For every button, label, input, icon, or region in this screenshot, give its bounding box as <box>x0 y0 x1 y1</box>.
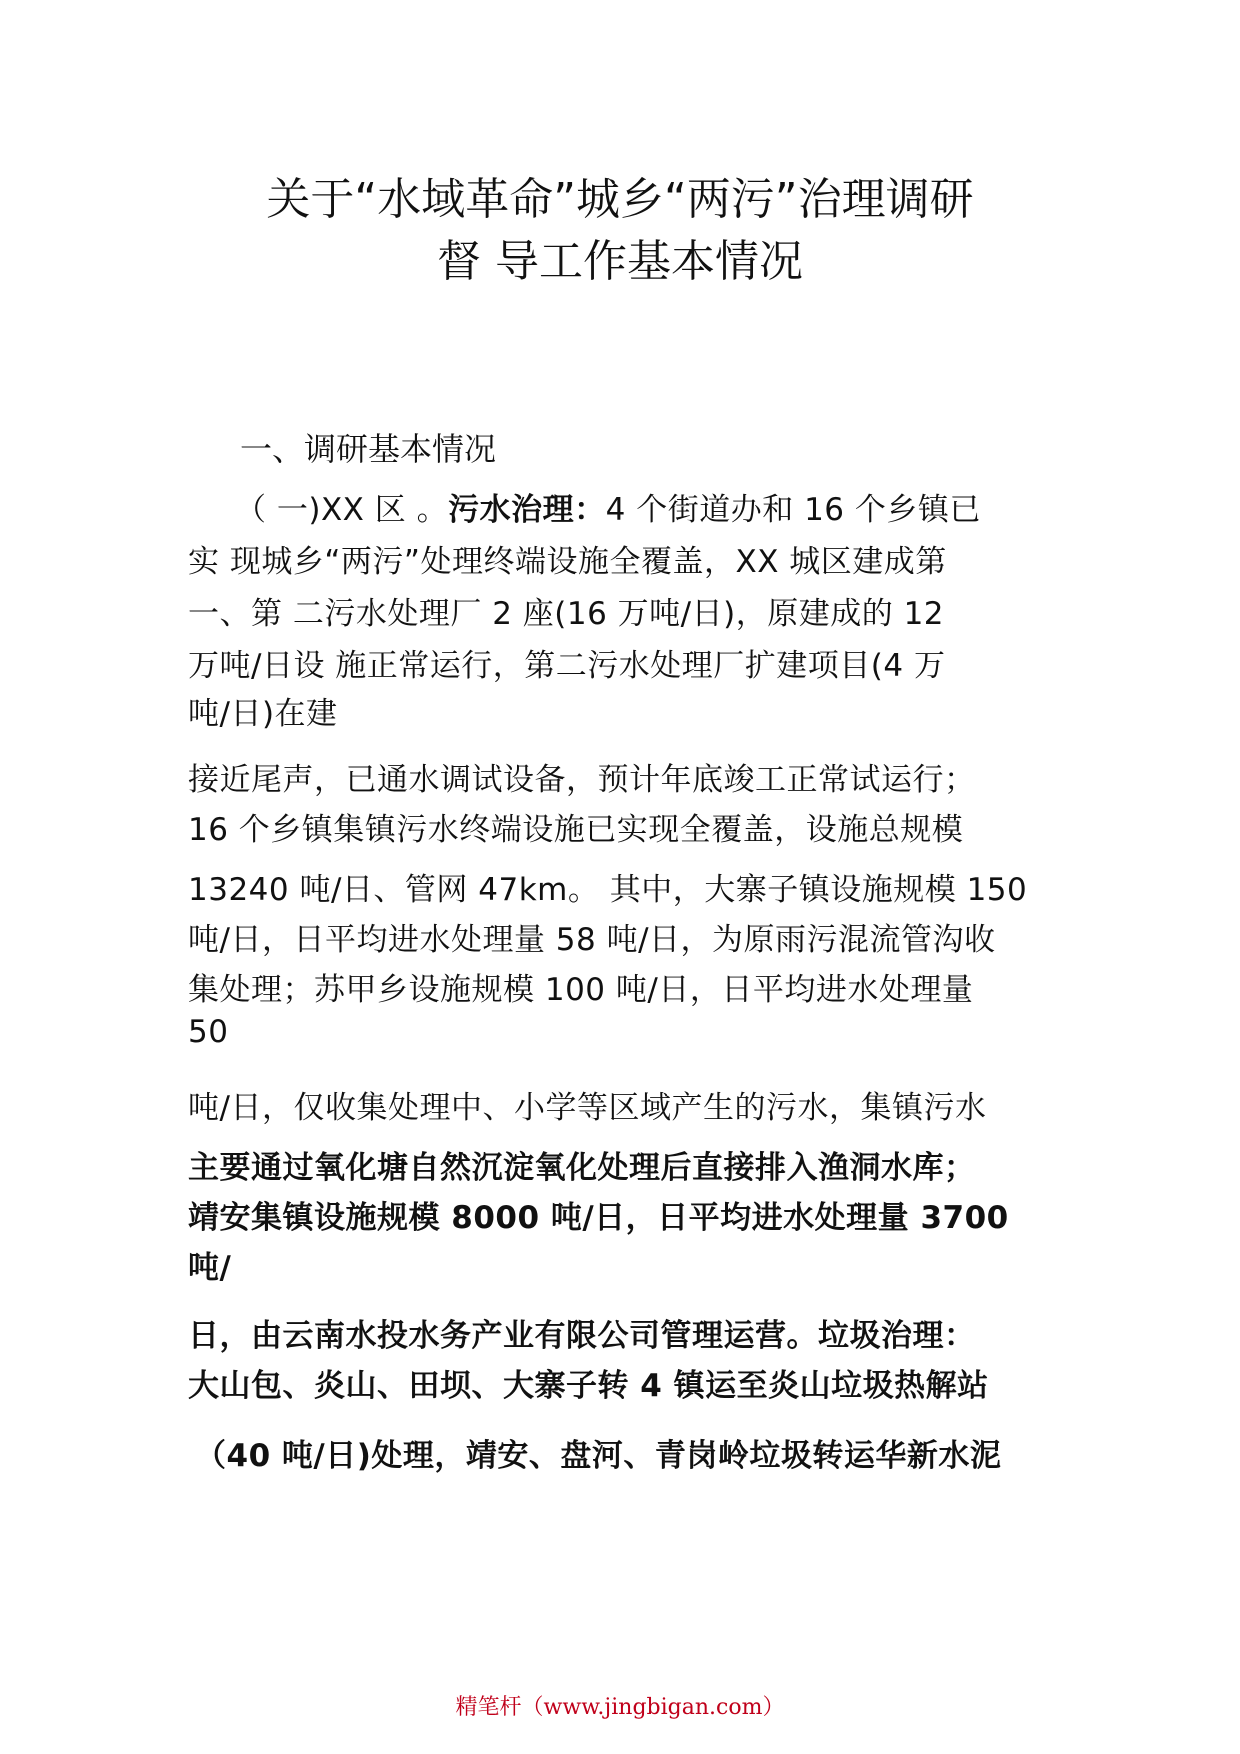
paragraph-line: 16 个乡镇集镇污水终端设施已实现全覆盖，设施总规模 <box>188 812 964 848</box>
document-title-line-1: 关于“水域革命”城乡“两污”治理调研 <box>266 174 974 225</box>
paragraph-line: 实 现城乡“两污”处理终端设施全覆盖，XX 城区建成第 <box>188 544 947 580</box>
section-heading: 一、调研基本情况 <box>240 430 497 468</box>
paragraph-line-bold: 日，由云南水投水务产业有限公司管理运营。垃圾治理： <box>188 1318 976 1354</box>
paragraph-line: 13240 吨/日、管网 47km。 其中，大寨子镇设施规模 150 <box>188 872 1028 908</box>
subheading-sewage: 污水治理： <box>448 492 606 528</box>
document-title-line-2: 督 导工作基本情况 <box>437 236 803 287</box>
paragraph-line-bold: 主要通过氧化塘自然沉淀氧化处理后直接排入渔洞水库； <box>188 1150 976 1186</box>
paragraph-line: 吨/日，仅收集处理中、小学等区域产生的污水，集镇污水 <box>188 1090 987 1126</box>
section-label: （ 一)XX 区 。 <box>235 492 449 528</box>
paragraph-line: 一、第 二污水处理厂 2 座(16 万吨/日)，原建成的 12 <box>188 596 945 632</box>
paragraph-line-bold: 靖安集镇设施规模 8000 吨/日，日平均进水处理量 3700 <box>188 1200 1009 1236</box>
paragraph-line: 万吨/日设 施正常运行，第二污水处理厂扩建项目(4 万 <box>188 648 946 684</box>
paragraph-line: 50 <box>188 1014 229 1050</box>
paragraph-line: 集处理；苏甲乡设施规模 100 吨/日，日平均进水处理量 <box>188 972 974 1008</box>
paragraph-line: 吨/日)在建 <box>188 696 338 732</box>
paragraph-line <box>235 484 981 529</box>
paragraph-line-bold: 大山包、炎山、田坝、大寨子转 4 镇运至炎山垃圾热解站 <box>188 1368 989 1404</box>
paragraph-line-bold: 吨/ <box>188 1250 232 1286</box>
paragraph-line: 接近尾声，已通水调试设备，预计年底竣工正常试运行； <box>188 762 976 798</box>
text-run: 4 个街道办和 16 个乡镇已 <box>605 492 981 528</box>
footer-watermark-link[interactable]: 精笔杆（www.jingbigan.com） <box>455 1695 785 1720</box>
paragraph-line: 吨/日，日平均进水处理量 58 吨/日，为原雨污混流管沟收 <box>188 922 996 958</box>
paragraph-line-bold: （40 吨/日)处理，靖安、盘河、青岗岭垃圾转运华新水泥 <box>195 1438 1002 1474</box>
